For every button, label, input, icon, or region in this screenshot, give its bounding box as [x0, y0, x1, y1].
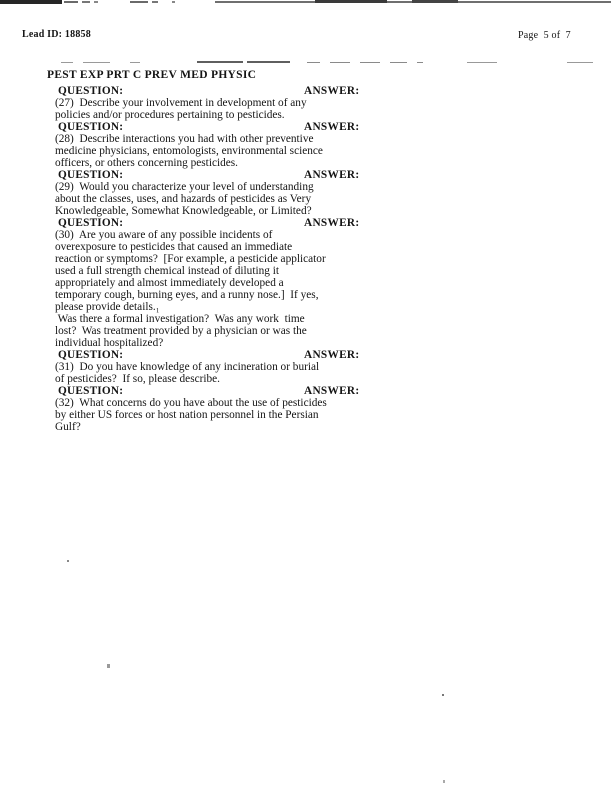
- question-label: QUESTION:: [58, 121, 124, 133]
- question-label: QUESTION:: [58, 169, 124, 181]
- question-text-line: appropriately and almost immediately developed a: [55, 277, 284, 289]
- scan-artifact: [247, 61, 290, 63]
- scan-artifact: [61, 62, 73, 63]
- answer-label: ANSWER:: [304, 385, 360, 397]
- question-block: [55, 121, 611, 169]
- question-text: [55, 133, 611, 169]
- scan-artifact: [417, 62, 423, 63]
- question-text-line: used a full strength chemical instead of diluting it: [55, 265, 280, 277]
- scan-artifact: [172, 1, 175, 3]
- question-text-line: overexposure to pesticides that caused an immediate: [55, 241, 293, 253]
- question-text-line: of pesticides? If so, please describe.: [55, 373, 220, 385]
- question-text-line: (31) Do you have knowledge of any incineration or burial: [55, 361, 320, 373]
- scan-noise-dot: [107, 664, 110, 668]
- scan-artifact: [307, 62, 320, 63]
- question-block: [55, 85, 611, 121]
- question-block: [55, 217, 611, 349]
- question-text-line: (27) Describe your involvement in development of any: [55, 97, 307, 109]
- question-text-line: (28) Describe interactions you had with other preventive: [55, 133, 314, 145]
- lead-id: Lead ID: 18858: [22, 29, 91, 40]
- scan-noise-dot: [67, 560, 69, 562]
- scan-artifact: [412, 0, 458, 3]
- question-text: [55, 397, 611, 433]
- page-number: Page 5 of 7: [518, 30, 571, 41]
- question-text-line: (30) Are you aware of any possible incidents of: [55, 229, 273, 241]
- scan-artifact: [82, 1, 90, 3]
- question-text-line: about the classes, uses, and hazards of pesticides as Very: [55, 193, 312, 205]
- question-text-line: Knowledgeable, Somewhat Knowledgeable, or Limited?: [55, 205, 312, 217]
- scan-artifact: [315, 0, 387, 3]
- question-text-line: reaction or symptoms? [For example, a pesticide applicator: [55, 253, 326, 265]
- scan-artifact: [390, 62, 407, 63]
- scan-artifact: [83, 62, 110, 63]
- scan-artifact: [567, 62, 593, 63]
- answer-label: ANSWER:: [304, 169, 360, 181]
- scan-artifact: [467, 62, 497, 63]
- question-label: QUESTION:: [58, 85, 124, 97]
- question-label: QUESTION:: [58, 217, 124, 229]
- scan-noise-dot: [443, 780, 445, 783]
- scan-artifact: [0, 0, 62, 4]
- question-block: [55, 169, 611, 217]
- question-block: [55, 385, 611, 433]
- question-text-line: lost? Was treatment provided by a physician or was the: [55, 325, 307, 337]
- answer-label: ANSWER:: [304, 349, 360, 361]
- question-block: [55, 349, 611, 385]
- answer-label: ANSWER:: [304, 85, 360, 97]
- scan-artifact: [94, 1, 98, 3]
- section-title: PEST EXP PRT C PREV MED PHYSIC: [47, 69, 257, 81]
- scan-artifact: [64, 1, 78, 3]
- question-label: QUESTION:: [58, 385, 124, 397]
- question-text-line: please provide details.₁: [55, 301, 160, 313]
- question-text-line: temporary cough, burning eyes, and a runny nose.] If yes,: [55, 289, 319, 301]
- question-label: QUESTION:: [58, 349, 124, 361]
- scan-artifact: [130, 1, 148, 3]
- question-text-line: officers, or others concerning pesticides.: [55, 157, 238, 169]
- question-text: [55, 361, 611, 385]
- question-text: [55, 181, 611, 217]
- question-text: [55, 229, 611, 349]
- question-text-line: by either US forces or host nation personnel in the Persian: [55, 409, 319, 421]
- scan-noise-dot: [442, 694, 444, 696]
- scan-artifact: [330, 62, 350, 63]
- question-text-line: policies and/or procedures pertaining to pesticides.: [55, 109, 285, 121]
- scan-artifact: [197, 61, 243, 63]
- scan-artifact: [360, 62, 380, 63]
- question-text-line: Gulf?: [55, 421, 81, 433]
- question-text-line: (29) Would you characterize your level of understanding: [55, 181, 314, 193]
- answer-label: ANSWER:: [304, 121, 360, 133]
- answer-label: ANSWER:: [304, 217, 360, 229]
- scan-artifact: [152, 1, 158, 3]
- question-text-line: (32) What concerns do you have about the use of pesticides: [55, 397, 327, 409]
- question-text-line: medicine physicians, entomologists, environmental science: [55, 145, 323, 157]
- question-text: [55, 97, 611, 121]
- question-text-line: Was there a formal investigation? Was any work time: [55, 313, 305, 325]
- qa-list: [55, 85, 611, 433]
- question-text-line: individual hospitalized?: [55, 337, 164, 349]
- scan-artifact: [130, 62, 140, 63]
